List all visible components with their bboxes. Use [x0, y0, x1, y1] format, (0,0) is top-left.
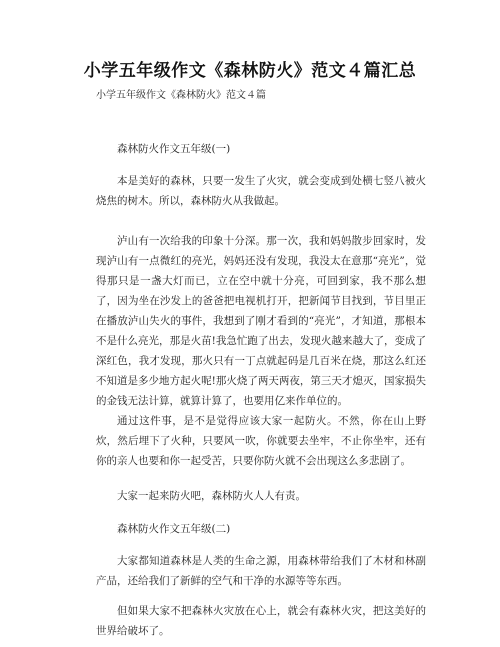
essay-1-paragraph-1 [96, 171, 426, 211]
paragraph-text: 大家一起来防火吧，森林防火人人有责。 [117, 490, 306, 502]
document-subtitle: 小学五年级作文《森林防火》范文４篇 [96, 90, 266, 101]
paragraph-text: 大家都知道森林是人类的生命之源，用森林带给我们了木材和林副产品，还给我们了新鲜的空气和干净的水源等等东西。 [96, 555, 426, 587]
essay-1-paragraph-2 [96, 231, 426, 411]
paragraph-text: 本是美好的森林，只要一发生了火灾，就会变成到处横七竖八被火烧焦的树木。所以，森林防火从我做起。 [96, 175, 426, 207]
essay-1-paragraph-4 [96, 486, 426, 506]
document-title: 小学五年级作文《森林防火》范文４篇汇总 [83, 61, 417, 81]
essay-2-paragraph-2 [96, 601, 426, 641]
paragraph-text: 泸山有一次给我的印象十分深。那一次，我和妈妈散步回家时，发现泸山有一点微红的亮光，妈妈还没有发现，我没太在意那“亮光”，觉得那只是一盏大灯而已，立在空中就十分亮，可回到家，我不那么想了，因为坐在沙发上的爸爸把电视机打开，把新闻节目找到，节目里正在播放泸山失火的事件，我想到了刚才看到的“亮光”，才知道，那根本不是什么亮光，那是火苗!我急忙跑了出去，发现火越来越大了，变成了深红色，我才发现，那火只有一丁点就起码是几百米在烧，那这么红还不知道是多少地方起火呢!那火烧了两天两夜，第三天才熄灭，国家损失的金钱无法计算，就算计算了，也要用亿来作单位的。 [96, 235, 426, 407]
paragraph-text: 通过这件事，是不是觉得应该大家一起防火。不然，你在山上野炊，然后埋下了火种，只要风一吹，你就要去坐牢，不止你坐牢，还有你的亲人也要和你一起受苦，只要你防火就不会出现这么多悲剧了。 [96, 415, 426, 467]
essay-2-paragraph-1 [96, 551, 426, 591]
paragraph-text: 但如果大家不把森林火灾放在心上，就会有森林火灾，把这美好的世界给破坏了。 [96, 605, 426, 637]
essay-2-heading: 森林防火作文五年级(二) [117, 523, 231, 535]
essay-1-paragraph-3 [96, 411, 426, 471]
essay-1-heading: 森林防火作文五年级(一) [117, 143, 231, 155]
